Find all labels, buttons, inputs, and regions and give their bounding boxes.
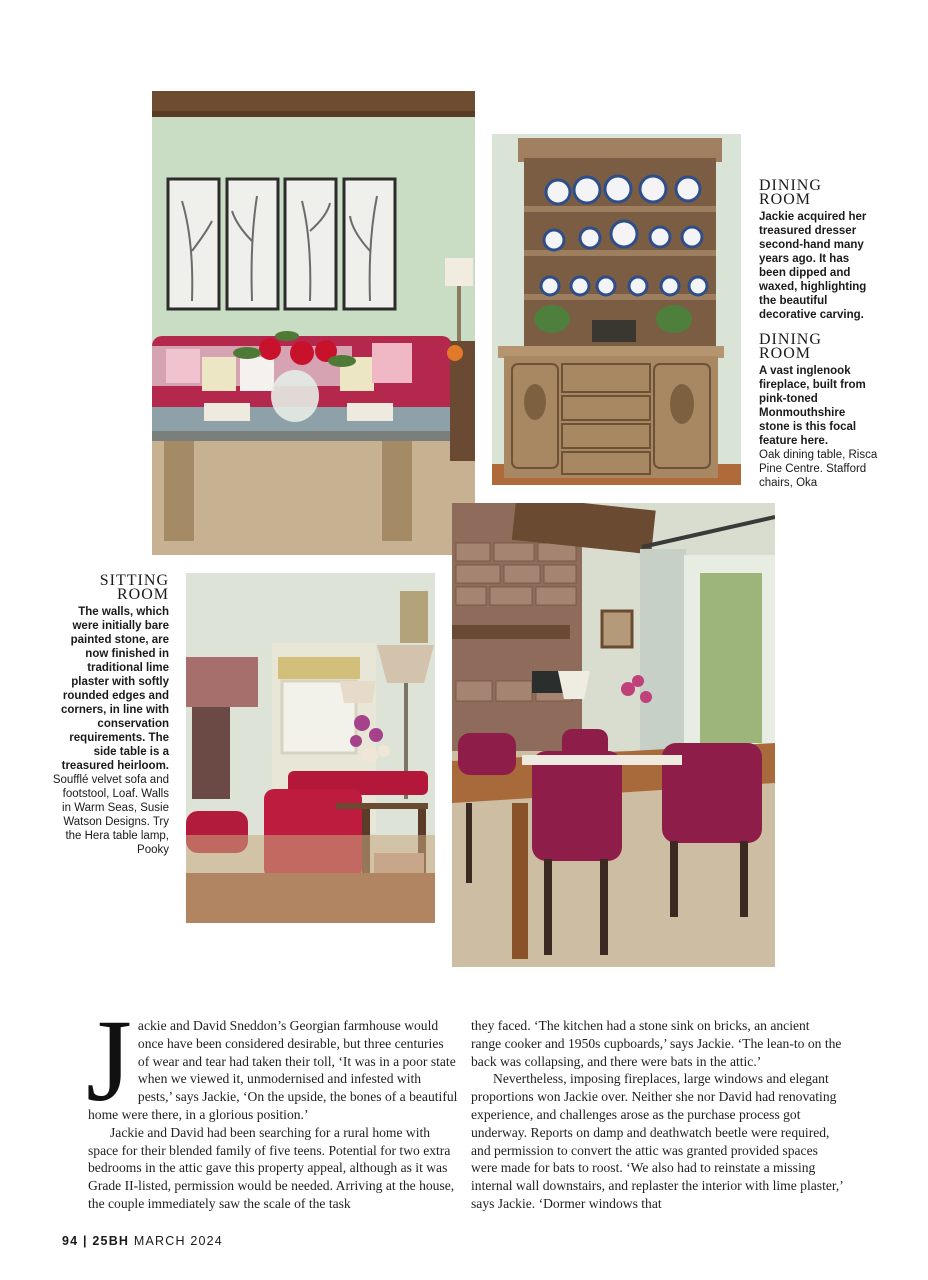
- folio-separator: |: [83, 1234, 88, 1248]
- article-paragraph-text: ackie and David Sneddon’s Georgian farmhouse would once have been considered desirable, but three centuries of wear and tear had taken their toll, ‘It was in a poor state when we viewed it, unmodernised and infested with pests,’ says Jackie, ‘On the upside, the bones of a beautiful home were there, in a glorious position.’: [88, 1018, 458, 1122]
- photo-sitting-room-sofa: [152, 91, 475, 555]
- caption-bold-text: The walls, which were initially bare painted stone, are now finished in traditional lime plaster with softly rounded edges and corners, in line with conservation requirements. The side table is a treasured heirloom.: [61, 606, 169, 772]
- caption-credits: Soufflé velvet sofa and footstool, Loaf. Walls in Warm Seas, Susie Watson Designs. Try the Hera table lamp, Pooky: [52, 774, 169, 856]
- page-folio: [62, 1234, 223, 1248]
- caption-title: DINING ROOM: [759, 177, 822, 208]
- caption-title: DINING ROOM: [759, 331, 822, 362]
- issue-date: MARCH 2024: [133, 1234, 223, 1248]
- article-paragraph: [86, 995, 458, 1126]
- photo-sitting-room-window: [186, 573, 435, 923]
- caption-credits: Oak dining table, Risca Pine Centre. Stafford chairs, Oka: [759, 449, 878, 489]
- caption-title: SITTING ROOM: [99, 572, 169, 603]
- article-paragraph: Jackie and David had been searching for a rural home with space for their blended family of five teens. Potential for two extra bedrooms in the attic gave this property appeal, although as it was Grade II-listed, permission would be needed. Arriving at the house, the couple immediately saw the scale of the task: [88, 1124, 455, 1211]
- caption-dining-dresser: [759, 179, 879, 322]
- caption-dining-fireplace: [759, 333, 879, 490]
- photo-dining-dresser: [492, 134, 741, 485]
- photo-dining-room-table: [452, 503, 775, 967]
- article-column-2: [471, 1017, 843, 1213]
- article-column-1: [86, 995, 458, 1213]
- magazine-brand: 25BH: [92, 1234, 130, 1248]
- article-paragraph: Nevertheless, imposing fireplaces, large windows and elegant proportions won Jackie over. Neither she nor David had renovating experience, and challenges arose as the purchase process got underway. Reports on damp and deathwatch beetle were required, and permission to convert the attic was granted provided spaces were made for bats to roost. ‘We also had to reinstate a missing internal wall downstairs, and replaster the interior with lime plaster,’ says Jackie. ‘Dormer windows that: [471, 1071, 843, 1211]
- caption-bold-text: Jackie acquired her treasured dresser second-hand many years ago. It has been dipped and waxed, highlighting the beautiful decorative carving.: [759, 211, 867, 321]
- page-number: 94: [62, 1234, 79, 1248]
- caption-sitting-room: [52, 574, 169, 857]
- article-paragraph: they faced. ‘The kitchen had a stone sink on bricks, an ancient range cooker and 1950s cupboards,’ says Jackie. ‘The lean-to on the back was collapsing, and there were bats in the attic.’: [471, 1018, 842, 1069]
- caption-bold-text: A vast inglenook fireplace, built from pink-toned Monmouthshire stone is this focal feature here.: [759, 365, 866, 447]
- drop-cap: J: [86, 995, 132, 1126]
